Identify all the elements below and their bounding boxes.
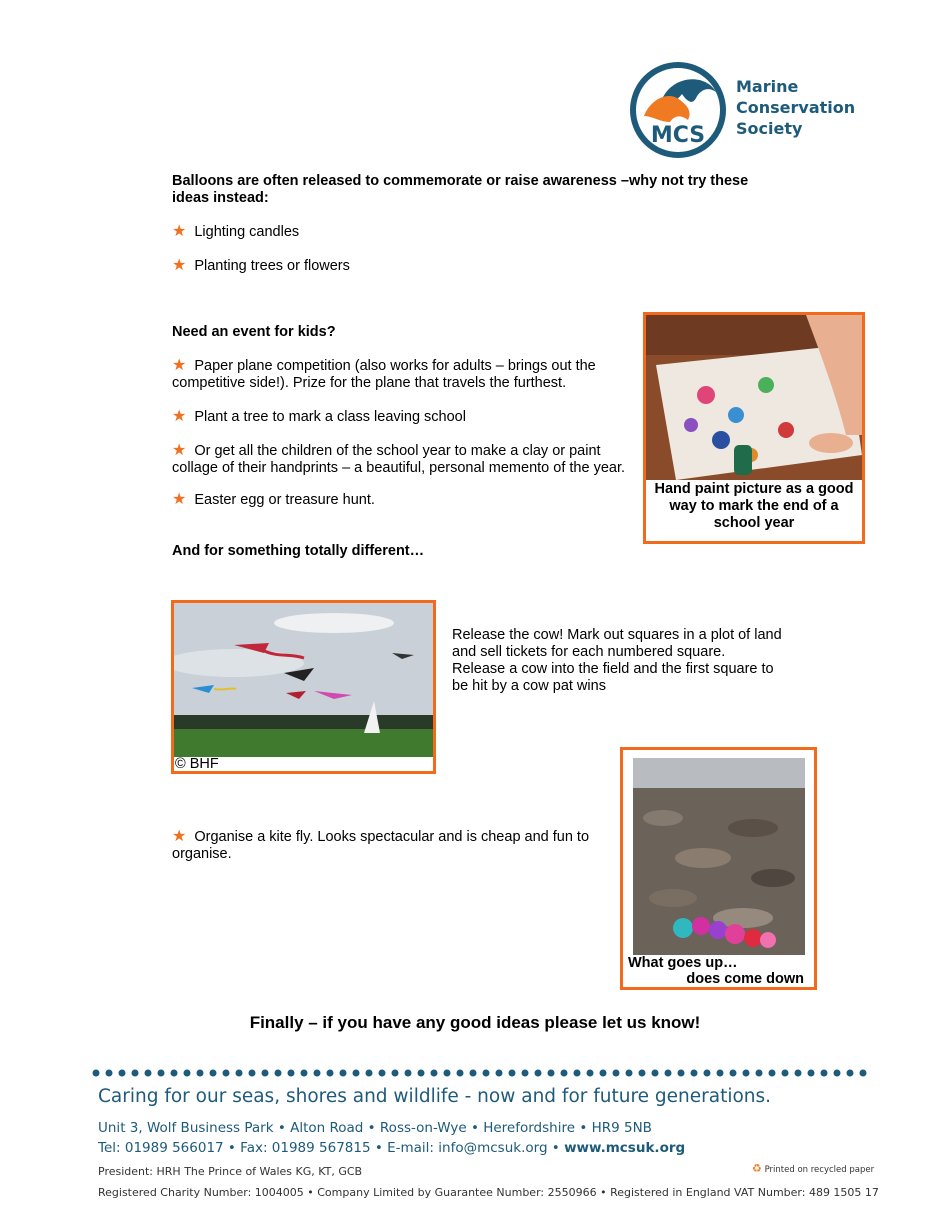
divider-dot <box>93 1070 100 1077</box>
logo-line-2: Conservation <box>736 98 856 117</box>
recycle-icon: ♻ <box>752 1162 762 1175</box>
star-bullet-icon: ★ <box>172 408 187 425</box>
kids-item-text: Paper plane competition (also works for adults – brings out the competitive side!). Prize for the plane that travels the furthest. <box>172 358 596 391</box>
divider-dot <box>717 1070 724 1077</box>
star-bullet-icon: ★ <box>172 357 187 374</box>
hand-paint-caption: Hand paint picture as a good way to mark the end of a school year <box>654 481 854 531</box>
divider-dot <box>262 1070 269 1077</box>
logo-line-3: Society <box>736 119 803 138</box>
divider-dot <box>353 1070 360 1077</box>
divider-dot <box>795 1070 802 1077</box>
kite-idea-text: Organise a kite fly. Looks spectacular and is cheap and fun to organise. <box>172 829 590 862</box>
divider-dot <box>431 1070 438 1077</box>
dotted-divider <box>90 1066 870 1080</box>
divider-dot <box>834 1070 841 1077</box>
footer-tagline: Caring for our seas, shores and wildlife - now and for future generations. <box>98 1086 772 1107</box>
divider-dot <box>210 1070 217 1077</box>
different-heading: And for something totally different… <box>172 543 425 559</box>
star-bullet-icon: ★ <box>172 828 187 845</box>
divider-dot <box>574 1070 581 1077</box>
kids-item-text: Or get all the children of the school year to make a clay or paint collage of their handprints – a beautiful, personal memento of the year. <box>172 443 626 476</box>
divider-dot <box>223 1070 230 1077</box>
divider-dot <box>249 1070 256 1077</box>
divider-dot <box>327 1070 334 1077</box>
logo-line-1: Marine <box>736 77 799 96</box>
divider-dot <box>444 1070 451 1077</box>
divider-dot <box>145 1070 152 1077</box>
kids-item-text: Plant a tree to mark a class leaving school <box>194 409 466 425</box>
divider-dot <box>847 1070 854 1077</box>
divider-dot <box>366 1070 373 1077</box>
kids-item <box>172 491 634 509</box>
divider-dot <box>548 1070 555 1077</box>
footer-address-block <box>98 1118 685 1158</box>
beach-photo-frame <box>620 747 817 990</box>
star-bullet-icon: ★ <box>172 257 187 274</box>
divider-dot <box>600 1070 607 1077</box>
divider-dot <box>418 1070 425 1077</box>
divider-dot <box>483 1070 490 1077</box>
divider-dot <box>626 1070 633 1077</box>
intro-item-text: Lighting candles <box>194 224 300 240</box>
divider-dot <box>314 1070 321 1077</box>
divider-dot <box>769 1070 776 1077</box>
divider-dot <box>782 1070 789 1077</box>
divider-dot <box>665 1070 672 1077</box>
divider-dot <box>587 1070 594 1077</box>
divider-dot <box>704 1070 711 1077</box>
divider-dot <box>613 1070 620 1077</box>
hand-paint-photo-frame <box>643 312 865 544</box>
divider-dot <box>756 1070 763 1077</box>
beach-balloons-photo <box>633 758 805 955</box>
divider-dot <box>808 1070 815 1077</box>
divider-dot <box>106 1070 113 1077</box>
divider-dot <box>119 1070 126 1077</box>
divider-dot <box>197 1070 204 1077</box>
divider-dot <box>184 1070 191 1077</box>
kids-item-text: Easter egg or treasure hunt. <box>194 492 375 508</box>
divider-dot <box>379 1070 386 1077</box>
recycled-text: Printed on recycled paper <box>764 1165 875 1175</box>
logo-wordmark <box>736 76 855 139</box>
kite-photo-credit: © BHF <box>175 756 219 772</box>
divider-dot <box>821 1070 828 1077</box>
kids-item <box>172 442 634 477</box>
divider-dot <box>509 1070 516 1077</box>
divider-dot <box>496 1070 503 1077</box>
kids-heading: Need an event for kids? <box>172 324 336 340</box>
divider-dot <box>275 1070 282 1077</box>
divider-dot <box>730 1070 737 1077</box>
kite-photo <box>174 603 433 757</box>
divider-dot <box>860 1070 867 1077</box>
intro-item-text: Planting trees or flowers <box>194 258 350 274</box>
footer-address: Unit 3, Wolf Business Park • Alton Road • Ross-on-Wye • Herefordshire • HR9 5NB <box>98 1120 652 1136</box>
footer-contact: Tel: 01989 566017 • Fax: 01989 567815 • E-mail: info@mcsuk.org • <box>98 1140 565 1156</box>
divider-dot <box>652 1070 659 1077</box>
mcs-dolphin-emblem <box>630 60 730 160</box>
star-bullet-icon: ★ <box>172 491 187 508</box>
divider-dot <box>158 1070 165 1077</box>
divider-dot <box>301 1070 308 1077</box>
divider-dot <box>132 1070 139 1077</box>
star-bullet-icon: ★ <box>172 442 187 459</box>
star-bullet-icon: ★ <box>172 223 187 240</box>
footer-registration: Registered Charity Number: 1004005 • Company Limited by Guarantee Number: 2550966 • Registered in England VAT Number: 489 1505 17 <box>98 1186 879 1199</box>
closing-message: Finally – if you have any good ideas please let us know! <box>249 1013 701 1032</box>
divider-dot <box>691 1070 698 1077</box>
divider-dot <box>522 1070 529 1077</box>
footer-president: President: HRH The Prince of Wales KG, KT, GCB <box>98 1165 363 1178</box>
beach-caption-line-1: What goes up… <box>628 955 738 971</box>
divider-dot <box>288 1070 295 1077</box>
footer-website-link[interactable]: www.mcsuk.org <box>564 1140 686 1156</box>
divider-dot <box>392 1070 399 1077</box>
divider-dot <box>470 1070 477 1077</box>
divider-dot <box>743 1070 750 1077</box>
kids-item <box>172 408 634 426</box>
footer-contact-line <box>98 1138 685 1158</box>
intro-item <box>172 257 350 275</box>
divider-dot <box>405 1070 412 1077</box>
divider-dot <box>236 1070 243 1077</box>
intro-item <box>172 223 299 241</box>
logo-initials: MCS <box>650 123 706 148</box>
recycled-note <box>752 1162 874 1175</box>
intro-heading: Balloons are often released to commemorate or raise awareness –why not try these ideas instead: <box>172 173 749 206</box>
divider-dot <box>639 1070 646 1077</box>
hand-paint-photo <box>646 315 862 480</box>
kite-photo-frame <box>171 600 436 774</box>
divider-dot <box>457 1070 464 1077</box>
divider-dot <box>340 1070 347 1077</box>
divider-dot <box>678 1070 685 1077</box>
cow-idea-text: Release the cow! Mark out squares in a plot of land and sell tickets for each numbered square. Release a cow into the field and the first square to be hit by a cow pat wins <box>452 627 782 694</box>
mcs-logo <box>630 60 856 160</box>
divider-dot <box>171 1070 178 1077</box>
divider-dot <box>535 1070 542 1077</box>
beach-caption-line-2: does come down <box>686 971 804 987</box>
divider-dot <box>561 1070 568 1077</box>
kite-idea <box>172 828 602 863</box>
kids-item <box>172 357 634 392</box>
